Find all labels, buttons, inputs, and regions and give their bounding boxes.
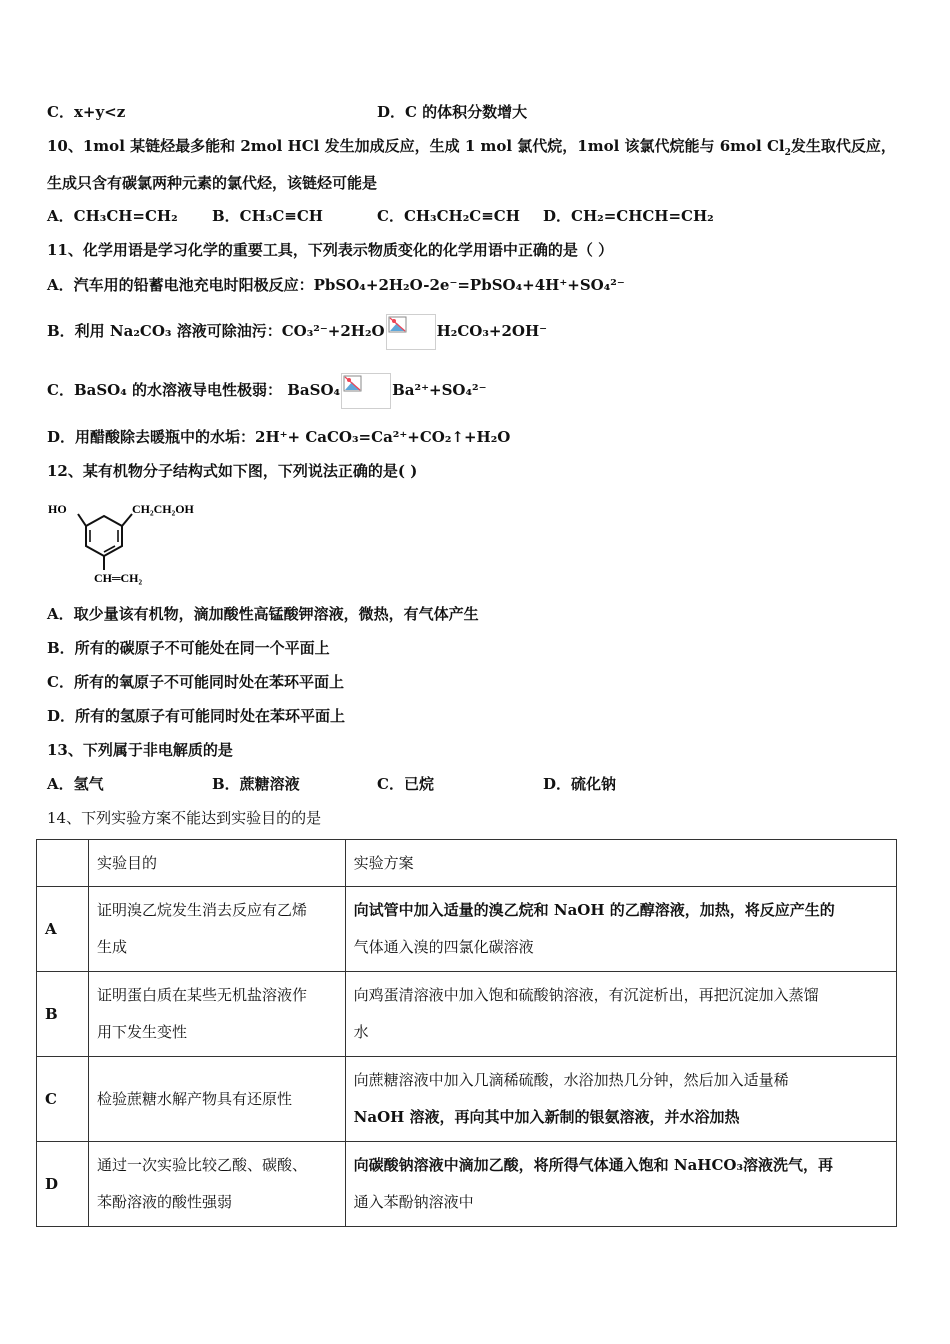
molecule-structure (44, 492, 234, 592)
row-plan-line: 水 (353, 1023, 369, 1041)
q10-stem-sub: 2 (784, 148, 791, 158)
q13-stem: 13、下列属于非电解质的是 (47, 741, 233, 759)
q9-option-c: C．x+y<z (47, 103, 126, 121)
header-key-cell (37, 840, 89, 887)
row-plan-line: NaOH 溶液，再向其中加入新制的银氨溶液，并水浴加热 (353, 1108, 740, 1126)
row-plan-line: 气体通入溴的四氯化碳溶液 (353, 938, 534, 956)
row-plan-line: 向蔗糖溶液中加入几滴稀硫酸，水浴加热几分钟，然后加入适量稀 (353, 1071, 789, 1089)
table-header-row (37, 840, 897, 887)
q10-stem-line2: 生成只含有碳氯两种元素的氯代烃，该链烃可能是 (47, 174, 378, 192)
row-key: C (37, 1057, 89, 1142)
row-plan-line: 向碳酸钠溶液中滴加乙酸，将所得气体通入饱和 NaHCO₃溶液洗气，再 (353, 1156, 834, 1174)
row-purpose (88, 1057, 345, 1142)
header-plan: 实验方案 (345, 840, 896, 887)
row-plan (345, 1057, 896, 1142)
q11-option-b (47, 312, 547, 350)
q11-option-c-right: Ba²⁺+SO₄²⁻ (392, 381, 487, 399)
row-key: A (37, 887, 89, 972)
row-purpose-line: 通过一次实验比较乙酸、碳酸、 (96, 1156, 307, 1174)
experiment-table (36, 839, 897, 1227)
q13-option-b: B．蔗糖溶液 (212, 775, 300, 793)
q12-option-a: A．取少量该有机物，滴加酸性高锰酸钾溶液，微热，有气体产生 (47, 605, 479, 623)
q10-stem-line1 (47, 136, 896, 163)
q13-option-d: D．硫化钠 (543, 775, 617, 793)
table-row (37, 1142, 897, 1227)
row-purpose-line: 苯酚溶液的酸性强弱 (96, 1193, 232, 1211)
q9-option-d: D．C 的体积分数增大 (377, 103, 528, 121)
row-plan (345, 887, 896, 972)
struct-ch2ch2oh-label: CH₂CH₂OH (132, 502, 194, 516)
q13-option-c: C．已烷 (377, 775, 434, 793)
row-key: D (37, 1142, 89, 1227)
broken-image-icon (386, 314, 436, 350)
row-purpose-line: 证明蛋白质在某些无机盐溶液作 (96, 986, 307, 1004)
q12-option-b: B．所有的碳原子不可能处在同一个平面上 (47, 639, 330, 657)
q11-option-c-left: C．BaSO₄ 的水溶液导电性极弱： BaSO₄ (47, 381, 341, 399)
row-purpose-line: 检验蔗糖水解产物具有还原性 (96, 1089, 292, 1108)
row-purpose (88, 887, 345, 972)
q12-option-c: C．所有的氧原子不可能同时处在苯环平面上 (47, 673, 344, 691)
row-plan-line: 通入苯酚钠溶液中 (353, 1193, 474, 1211)
row-key: B (37, 972, 89, 1057)
struct-vinyl-label: CH═CH₂ (94, 571, 143, 585)
row-plan (345, 972, 896, 1057)
broken-image-icon (341, 373, 391, 409)
row-purpose-line: 证明溴乙烷发生消去反应有乙烯 (96, 901, 307, 919)
row-plan (345, 1142, 896, 1227)
row-plan-line: 向鸡蛋清溶液中加入饱和硫酸钠溶液，有沉淀析出，再把沉淀加入蒸馏 (353, 986, 819, 1004)
header-purpose: 实验目的 (88, 840, 345, 887)
q11-option-b-left: B．利用 Na₂CO₃ 溶液可除油污：CO₃²⁻+2H₂O (47, 322, 385, 340)
q12-option-d: D．所有的氢原子有可能同时处在苯环平面上 (47, 707, 346, 725)
q10-stem-text: 10、1mol 某链烃最多能和 2mol HCl 发生加成反应，生成 1 mol 氯代烷，1mol 该氯代烷能与 6mol Cl (47, 137, 785, 155)
q14-stem: 14、下列实验方案不能达到实验目的的是 (47, 809, 322, 827)
q11-stem: 11、化学用语是学习化学的重要工具，下列表示物质变化的化学用语中正确的是（ ） (47, 241, 614, 259)
q11-option-c (47, 371, 487, 409)
q12-stem: 12、某有机物分子结构式如下图，下列说法正确的是( ) (47, 462, 418, 480)
table-row (37, 972, 897, 1057)
table-row (37, 1057, 897, 1142)
q11-option-a: A．汽车用的铅蓄电池充电时阳极反应：PbSO₄+2H₂O-2e⁻=PbSO₄+4H⁺+SO₄²⁻ (47, 276, 625, 294)
table-row (37, 887, 897, 972)
struct-ho-label: HO (48, 502, 67, 516)
q11-option-d: D．用醋酸除去暖瓶中的水垢：2H⁺+ CaCO₃=Ca²⁺+CO₂↑+H₂O (47, 428, 511, 446)
row-purpose (88, 972, 345, 1057)
q11-option-b-right: H₂CO₃+2OH⁻ (436, 322, 548, 340)
row-purpose (88, 1142, 345, 1227)
row-plan-line: 向试管中加入适量的溴乙烷和 NaOH 的乙醇溶液，加热，将反应产生的 (353, 901, 835, 919)
q10-option-d: D．CH₂=CHCH=CH₂ (543, 207, 714, 225)
q10-option-b: B．CH₃C≡CH (212, 207, 323, 225)
q10-option-c: C．CH₃CH₂C≡CH (377, 207, 520, 225)
q10-option-a: A．CH₃CH=CH₂ (47, 207, 178, 225)
row-purpose-line: 生成 (96, 938, 127, 956)
q13-option-a: A．氢气 (47, 775, 104, 793)
row-purpose-line: 用下发生变性 (96, 1023, 187, 1041)
q10-stem-end: 发生取代反应， (790, 137, 896, 155)
